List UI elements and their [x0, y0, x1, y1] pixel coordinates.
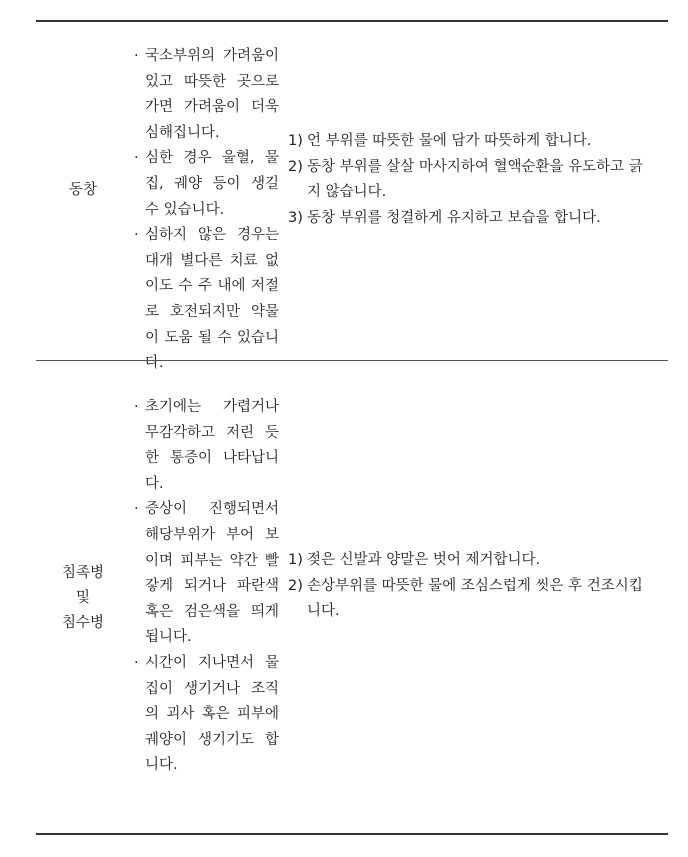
treatment-item — [288, 574, 656, 625]
symptom-list — [133, 44, 279, 377]
symptom-item: · 국소부위의 가려움이 있고 따뜻한 곳으로 가면 가려움이 더욱 심해집니다. — [133, 44, 279, 146]
condition-name-line: 및 — [75, 590, 90, 606]
symptom-item: · 시간이 지나면서 물집이 생기거나 조직의 괴사 혹은 피부에 궤양이 생기기도 합니다. — [133, 651, 279, 779]
treatment-text: 언 부위를 따뜻한 물에 담가 따뜻하게 합니다. — [307, 133, 592, 149]
condition-name-line: 침수병 — [61, 615, 105, 631]
treatment-text: 동창 부위를 청결하게 유지하고 보습을 합니다. — [307, 209, 601, 226]
treatment-list — [288, 129, 656, 231]
row-divider — [36, 360, 668, 361]
symptom-item: · 심한 경우 울혈, 물집, 궤양 등이 생길 수 있습니다. — [133, 146, 279, 223]
condition-name: 동창 — [68, 182, 97, 198]
treatment-number: 2) — [288, 158, 303, 175]
condition-name-line: 침족병 — [61, 565, 105, 581]
treatment-item — [288, 155, 656, 206]
treatment-item — [288, 548, 656, 574]
symptom-item: · 심하지 않은 경우는 대개 별다른 치료 없이도 수 주 내에 저절로 호전되지만 약물이 도움 될 수 있습니다. — [133, 223, 279, 377]
treatment-text: 동창 부위를 살살 마사지하여 혈액순환을 유도하고 긁지 않습니다. — [307, 158, 643, 201]
row-name-trench-foot — [36, 561, 130, 636]
row-name-frostbite — [36, 178, 130, 203]
treatment-text: 손상부위를 따뜻한 물에 조심스럽게 씻은 후 건조시킵니다. — [307, 577, 643, 620]
symptom-list — [133, 395, 279, 779]
treatment-number: 3) — [288, 209, 303, 226]
treatment-number: 1) — [288, 133, 303, 149]
treatment-item — [288, 206, 656, 232]
treatment-number: 1) — [288, 552, 303, 568]
treatment-number: 2) — [288, 577, 303, 594]
treatment-text: 젖은 신발과 양말은 벗어 제거합니다. — [307, 552, 541, 568]
symptom-item: · 증상이 진행되면서 해당부위가 부어 보이며 피부는 약간 빨갛게 되거나 파란색 혹은 검은색을 띄게 됩니다. — [133, 497, 279, 651]
symptom-item: · 초기에는 가렵거나 무감각하고 저린 듯한 통증이 나타납니다. — [133, 395, 279, 497]
treatment-list — [288, 548, 656, 625]
table-top-rule — [36, 20, 668, 22]
treatment-item — [288, 129, 656, 155]
table-bottom-rule — [36, 833, 668, 835]
